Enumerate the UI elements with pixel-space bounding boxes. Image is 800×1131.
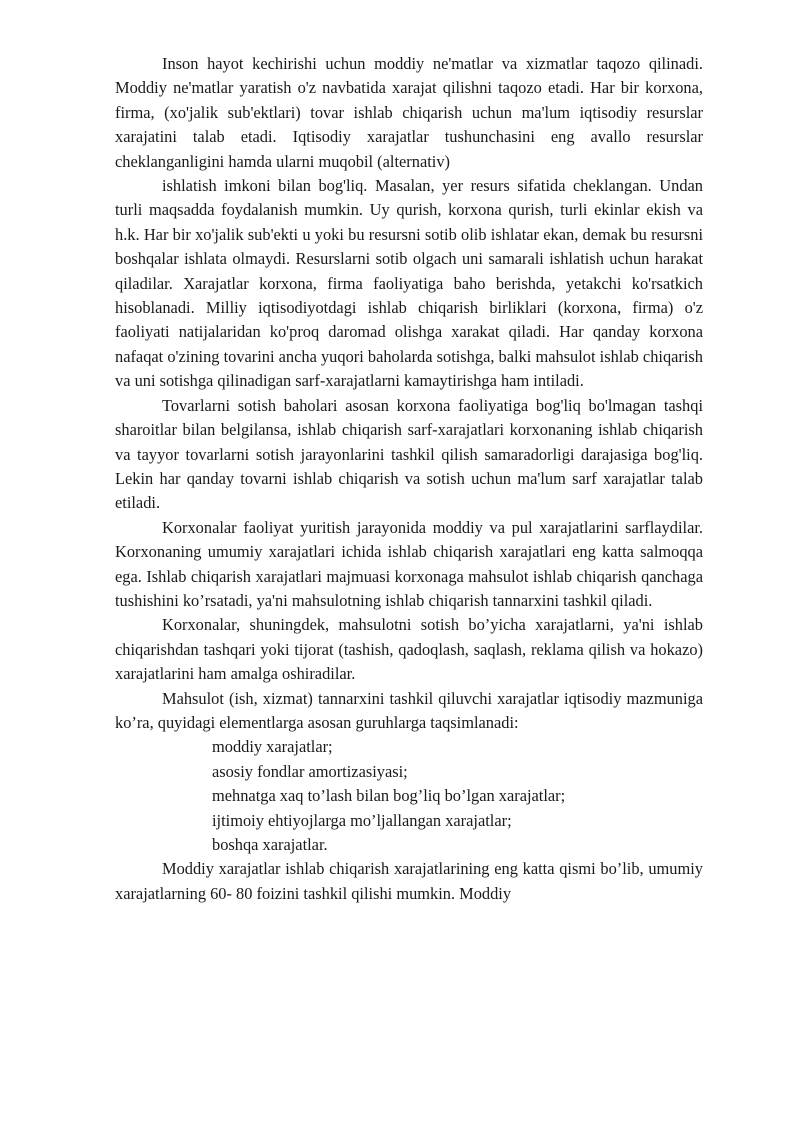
list-item: asosiy fondlar amortizasiyasi; — [212, 761, 408, 781]
paragraph-prices: Tovarlarni sotish baholari asosan korxona faoliyatiga bog'liq bo'lmagan tashqi sharoitlar bilan belgilansa, ishlab chiqarish sarf-xarajatlari korxonaning ishlab chiqarish va tayyor tovarlarni sotish jarayonlarini tashkil qilish samaradorligi darajasiga bog'liq. Lekin har qanday tovarni ishlab chiqarish va sotish uchun ma'lum sarf xarajatlar talab etiladi. — [115, 395, 703, 513]
paragraph-resources: ishlatish imkoni bilan bog'liq. Masalan, yer resurs sifatida cheklangan. Undan turli maqsadda foydalanish mumkin. Uy qurish, korxona qurish, turli ekinlar ekish va h.k. Har bir xo'jalik sub'ekti u yoki bu resursni sotib olib ishlatar ekan, demak bu resursni boshqalar ishlata olmaydi. Resurslarni sotib olgach uni samarali ishlatish uchun harakat qiladilar. Xarajatlar korxona, firma faoliyatiga baho berishda, yetakchi ko'rsatkich hisoblanadi. Milliy iqtisodiyotdagi ishlab chiqarish birliklari (korxona, firma) o'z faoliyati natijalaridan ko'proq daromad olishga xarakat qiladi. Har qanday korxona nafaqat o'zining tovarini ancha yuqori baholarda sotishga, balki mahsulot ishlab chiqarish va uni sotishga qilinadigan sarf-xarajatlarni kamaytirishga ham intiladi. — [115, 176, 703, 391]
paragraph-cost-elements: Mahsulot (ish, xizmat) tannarxini tashkil qiluvchi xarajatlar iqtisodiy mazmuniga ko’ra, quyidagi elementlarga asosan guruhlarga taqsimlanadi: — [115, 688, 703, 732]
paragraph-expenses: Korxonalar faoliyat yuritish jarayonida moddiy va pul xarajatlarini sarflaydilar. Korxonaning umumiy xarajatlari ichida ishlab chiqarish xarajatlari eng katta salmoqqa ega. Ishlab chiqarish xarajatlari majmuasi korxonaga mahsulot ishlab chiqarish qanchaga tushishini ko’rsatadi, ya'ni mahsulotning ishlab chiqarish tannarxini tashkil qiladi. — [115, 517, 703, 610]
paragraph-intro: Inson hayot kechirishi uchun moddiy ne'matlar va xizmatlar taqozo qilinadi. Moddiy ne'matlar yaratish o'z navbatida xarajat qilishni taqozo etadi. Har bir korxona, firma, (xo'jalik sub'ektlari) tovar ishlab chiqarish uchun ma'lum iqtisodiy resurslar xarajatini talab etadi. Iqtisodiy xarajatlar tushunchasini eng avallo resurslar cheklanganligini hamda ularni muqobil (alternativ) — [115, 54, 703, 171]
list-item: boshqa xarajatlar. — [212, 835, 328, 854]
list-item: moddiy xarajatlar; — [212, 737, 333, 757]
paragraph-commercial: Korxonalar, shuningdek, mahsulotni sotish bo’yicha xarajatlarni, ya'ni ishlab chiqarishdan tashqari yoki tijorat (tashish, qadoqlash, saqlash, reklama qilish va hokazo) xarajatlarini ham amalga oshiradilar. — [115, 615, 703, 684]
paragraph-material-costs: Moddiy xarajatlar ishlab chiqarish xarajatlarining eng katta qismi bo’lib, umumiy xarajatlarning 60- 80 foizini tashkil qilishi mumkin. Moddiy — [115, 859, 703, 903]
document-page — [115, 52, 703, 906]
list-item: mehnatga xaq to’lash bilan bog’liq bo’lgan xarajatlar; — [212, 786, 566, 806]
list-item: ijtimoiy ehtiyojlarga mo’ljallangan xarajatlar; — [212, 810, 512, 830]
